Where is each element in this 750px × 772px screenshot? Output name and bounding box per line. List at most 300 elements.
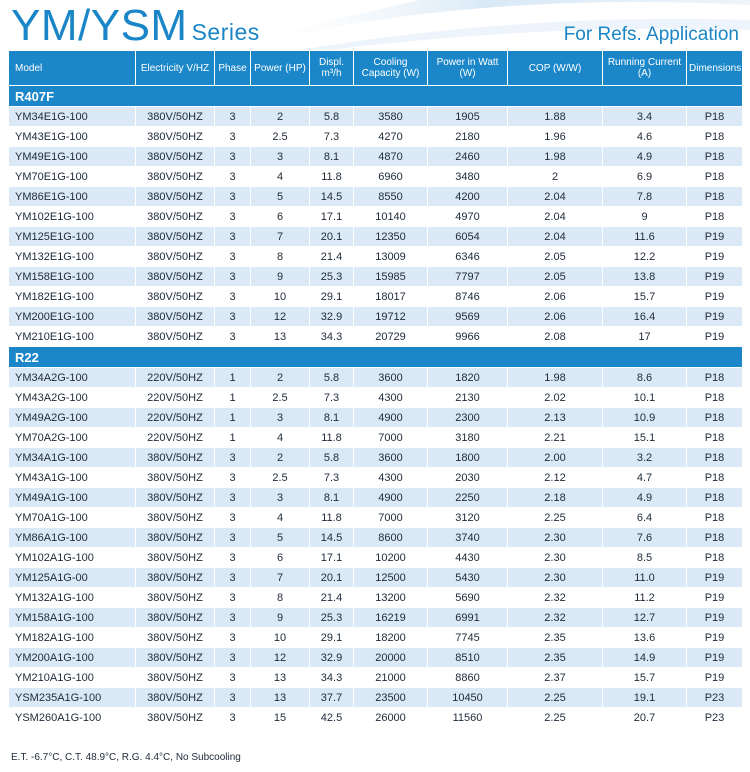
table-cell: P18: [686, 427, 742, 447]
table-cell: 8.5: [602, 547, 686, 567]
table-cell: 380V/50HZ: [135, 146, 214, 166]
table-cell: 32.9: [309, 306, 353, 326]
table-cell: 1800: [427, 447, 507, 467]
table-cell: 9: [250, 266, 309, 286]
table-cell: 21.4: [309, 246, 353, 266]
table-cell: 1.98: [507, 146, 602, 166]
model-cell: YM86A1G-100: [9, 527, 135, 547]
model-cell: YM102E1G-100: [9, 206, 135, 226]
model-cell: YM43A2G-100: [9, 387, 135, 407]
table-cell: 380V/50HZ: [135, 246, 214, 266]
table-cell: 29.1: [309, 627, 353, 647]
model-cell: YM132E1G-100: [9, 246, 135, 266]
table-cell: 4.9: [602, 146, 686, 166]
table-cell: P18: [686, 166, 742, 186]
table-cell: 2.35: [507, 627, 602, 647]
table-row: [9, 206, 742, 226]
table-cell: P19: [686, 266, 742, 286]
table-cell: 12350: [353, 226, 427, 246]
table-cell: P18: [686, 387, 742, 407]
table-cell: P18: [686, 186, 742, 206]
table-cell: 6960: [353, 166, 427, 186]
table-cell: 2.06: [507, 306, 602, 326]
table-cell: 34.3: [309, 326, 353, 346]
table-cell: 2.30: [507, 527, 602, 547]
refrigerant-group-row: [9, 346, 742, 367]
table-cell: 4: [250, 166, 309, 186]
table-cell: 2.32: [507, 587, 602, 607]
table-cell: 3: [214, 126, 250, 146]
table-row: [9, 567, 742, 587]
table-cell: 18200: [353, 627, 427, 647]
table-cell: 2: [250, 106, 309, 126]
table-row: [9, 527, 742, 547]
table-cell: 4.9: [602, 487, 686, 507]
table-cell: 7000: [353, 427, 427, 447]
model-cell: YM200A1G-100: [9, 647, 135, 667]
table-cell: 4300: [353, 467, 427, 487]
table-cell: 3: [250, 146, 309, 166]
table-cell: 20.1: [309, 226, 353, 246]
table-cell: 2300: [427, 407, 507, 427]
table-cell: 10450: [427, 687, 507, 707]
table-cell: 380V/50HZ: [135, 547, 214, 567]
table-cell: 16.4: [602, 306, 686, 326]
table-cell: 380V/50HZ: [135, 106, 214, 126]
table-cell: 380V/50HZ: [135, 507, 214, 527]
table-cell: 3: [214, 647, 250, 667]
table-cell: 2.00: [507, 447, 602, 467]
table-cell: 380V/50HZ: [135, 447, 214, 467]
table-cell: 2.25: [507, 707, 602, 727]
table-cell: P18: [686, 507, 742, 527]
table-cell: 380V/50HZ: [135, 306, 214, 326]
table-cell: 4970: [427, 206, 507, 226]
table-cell: 6: [250, 547, 309, 567]
table-row: [9, 126, 742, 146]
table-cell: 15985: [353, 266, 427, 286]
table-cell: 1: [214, 367, 250, 387]
page-title: [11, 2, 260, 56]
table-cell: 3: [214, 547, 250, 567]
table-cell: 3: [250, 407, 309, 427]
table-row: [9, 707, 742, 727]
table-cell: 10: [250, 627, 309, 647]
table-cell: 21000: [353, 667, 427, 687]
table-row: [9, 587, 742, 607]
table-cell: 3: [214, 106, 250, 126]
table-cell: 3.2: [602, 447, 686, 467]
table-cell: 3: [214, 487, 250, 507]
table-cell: 34.3: [309, 667, 353, 687]
table-cell: 380V/50HZ: [135, 527, 214, 547]
col-header: Power (HP): [250, 51, 309, 85]
table-cell: 2.04: [507, 206, 602, 226]
table-row: [9, 467, 742, 487]
table-cell: 4200: [427, 186, 507, 206]
table-cell: 6991: [427, 607, 507, 627]
table-cell: 7000: [353, 507, 427, 527]
table-cell: 11560: [427, 707, 507, 727]
table-cell: 4900: [353, 487, 427, 507]
table-cell: 21.4: [309, 587, 353, 607]
table-row: [9, 367, 742, 387]
table-row: [9, 146, 742, 166]
model-cell: YM70A1G-100: [9, 507, 135, 527]
table-cell: 32.9: [309, 647, 353, 667]
model-cell: YSM260A1G-100: [9, 707, 135, 727]
table-cell: 2.25: [507, 507, 602, 527]
table-cell: 2.21: [507, 427, 602, 447]
model-cell: YM86E1G-100: [9, 186, 135, 206]
table-cell: 380V/50HZ: [135, 467, 214, 487]
table-cell: 4270: [353, 126, 427, 146]
table-cell: 4: [250, 507, 309, 527]
table-cell: 380V/50HZ: [135, 166, 214, 186]
table-cell: 15.1: [602, 427, 686, 447]
table-cell: 23500: [353, 687, 427, 707]
table-row: [9, 226, 742, 246]
table-cell: 15.7: [602, 667, 686, 687]
table-cell: P18: [686, 467, 742, 487]
table-cell: 7.3: [309, 467, 353, 487]
table-cell: 3: [214, 166, 250, 186]
table-cell: 3: [214, 226, 250, 246]
table-cell: 3: [214, 667, 250, 687]
table-cell: 8.1: [309, 487, 353, 507]
table-cell: 3: [214, 186, 250, 206]
table-cell: 19712: [353, 306, 427, 326]
table-cell: 26000: [353, 707, 427, 727]
table-cell: 11.8: [309, 166, 353, 186]
table-cell: 380V/50HZ: [135, 206, 214, 226]
header: [0, 0, 750, 50]
table-cell: 25.3: [309, 607, 353, 627]
table-header-row: [9, 51, 742, 85]
table-cell: 380V/50HZ: [135, 126, 214, 146]
table-cell: 2.04: [507, 226, 602, 246]
table-row: [9, 627, 742, 647]
table-row: [9, 186, 742, 206]
table-cell: 13200: [353, 587, 427, 607]
table-cell: 3: [250, 487, 309, 507]
table-cell: 11.0: [602, 567, 686, 587]
table-cell: 380V/50HZ: [135, 286, 214, 306]
table-cell: 17.1: [309, 547, 353, 567]
table-row: [9, 266, 742, 286]
table-cell: P18: [686, 527, 742, 547]
col-header: Cooling Capacity (W): [353, 51, 427, 85]
table-cell: 1: [214, 407, 250, 427]
table-cell: P19: [686, 286, 742, 306]
table-cell: 10: [250, 286, 309, 306]
table-cell: 2250: [427, 487, 507, 507]
table-cell: 3: [214, 246, 250, 266]
table-cell: 6: [250, 206, 309, 226]
table-cell: 2.5: [250, 126, 309, 146]
table-row: [9, 407, 742, 427]
table-cell: 3: [214, 326, 250, 346]
table-row: [9, 166, 742, 186]
table-cell: 1: [214, 427, 250, 447]
table-cell: 2.12: [507, 467, 602, 487]
table-cell: 3600: [353, 367, 427, 387]
model-cell: YM158A1G-100: [9, 607, 135, 627]
table-cell: 8: [250, 587, 309, 607]
table-cell: 4: [250, 427, 309, 447]
table-cell: P18: [686, 447, 742, 467]
table-cell: 1.98: [507, 367, 602, 387]
table-cell: 9: [602, 206, 686, 226]
table-row: [9, 667, 742, 687]
table-cell: 12: [250, 647, 309, 667]
table-cell: 2030: [427, 467, 507, 487]
table-cell: P18: [686, 146, 742, 166]
model-cell: YM182E1G-100: [9, 286, 135, 306]
table-cell: P19: [686, 226, 742, 246]
table-cell: 2.05: [507, 246, 602, 266]
table-cell: 4900: [353, 407, 427, 427]
model-cell: YM132A1G-100: [9, 587, 135, 607]
model-cell: YM70A2G-100: [9, 427, 135, 447]
test-conditions-footnote: E.T. -6.7°C, C.T. 48.9°C, R.G. 4.4°C, No Subcooling: [11, 752, 241, 763]
table-cell: P18: [686, 407, 742, 427]
table-cell: 11.6: [602, 226, 686, 246]
table-row: [9, 306, 742, 326]
table-row: [9, 246, 742, 266]
col-header: Model: [9, 51, 135, 85]
refrigerant-group-label: R407F: [9, 85, 742, 106]
model-cell: YM49A1G-100: [9, 487, 135, 507]
table-cell: 3740: [427, 527, 507, 547]
table-cell: 9569: [427, 306, 507, 326]
table-cell: 380V/50HZ: [135, 326, 214, 346]
table-cell: 5.8: [309, 106, 353, 126]
table-cell: 6054: [427, 226, 507, 246]
table-cell: 1905: [427, 106, 507, 126]
table-cell: 1820: [427, 367, 507, 387]
table-cell: 8.1: [309, 407, 353, 427]
table-cell: 1.96: [507, 126, 602, 146]
model-cell: YM34A1G-100: [9, 447, 135, 467]
refrigerant-group-row: [9, 85, 742, 106]
table-cell: 8.6: [602, 367, 686, 387]
model-cell: YM70E1G-100: [9, 166, 135, 186]
table-cell: P19: [686, 647, 742, 667]
table-cell: 18017: [353, 286, 427, 306]
table-cell: 5.8: [309, 367, 353, 387]
table-cell: 2.08: [507, 326, 602, 346]
table-row: [9, 106, 742, 126]
model-cell: YM102A1G-100: [9, 547, 135, 567]
table-cell: 220V/50HZ: [135, 407, 214, 427]
table-cell: 10.1: [602, 387, 686, 407]
table-cell: P19: [686, 607, 742, 627]
table-cell: 3: [214, 467, 250, 487]
table-cell: P19: [686, 306, 742, 326]
model-cell: YM43E1G-100: [9, 126, 135, 146]
table-cell: 2: [507, 166, 602, 186]
table-cell: 20.1: [309, 567, 353, 587]
table-row: [9, 487, 742, 507]
table-cell: P19: [686, 567, 742, 587]
table-cell: 42.5: [309, 707, 353, 727]
table-cell: 3580: [353, 106, 427, 126]
title-series: Series: [191, 19, 260, 45]
table-cell: 380V/50HZ: [135, 266, 214, 286]
table-cell: 2: [250, 367, 309, 387]
table-row: [9, 647, 742, 667]
table-row: [9, 447, 742, 467]
model-cell: YM43A1G-100: [9, 467, 135, 487]
table-cell: 3: [214, 447, 250, 467]
table-cell: 20000: [353, 647, 427, 667]
table-cell: 15.7: [602, 286, 686, 306]
table-cell: 3: [214, 507, 250, 527]
table-cell: P18: [686, 206, 742, 226]
table-cell: 2.5: [250, 387, 309, 407]
table-cell: P18: [686, 106, 742, 126]
title-model-line: YM/YSM: [11, 1, 188, 50]
table-cell: 380V/50HZ: [135, 687, 214, 707]
table-cell: 2.37: [507, 667, 602, 687]
application-label: For Refs. Application: [563, 24, 739, 45]
table-body: [9, 85, 742, 727]
table-cell: 380V/50HZ: [135, 226, 214, 246]
table-cell: 3: [214, 266, 250, 286]
model-cell: YM34E1G-100: [9, 106, 135, 126]
table-cell: 11.8: [309, 427, 353, 447]
table-row: [9, 387, 742, 407]
table-cell: 7745: [427, 627, 507, 647]
table-cell: 6.4: [602, 507, 686, 527]
table-cell: 5: [250, 527, 309, 547]
table-cell: 13.6: [602, 627, 686, 647]
table-cell: 2.04: [507, 186, 602, 206]
table-cell: 8550: [353, 186, 427, 206]
table-cell: P19: [686, 667, 742, 687]
table-cell: 3: [214, 146, 250, 166]
model-cell: YM158E1G-100: [9, 266, 135, 286]
col-header: Electricity V/HZ: [135, 51, 214, 85]
table-cell: P18: [686, 547, 742, 567]
table-cell: 5430: [427, 567, 507, 587]
table-cell: 13009: [353, 246, 427, 266]
model-cell: YSM235A1G-100: [9, 687, 135, 707]
table-cell: 3: [214, 567, 250, 587]
table-cell: 13.8: [602, 266, 686, 286]
table-cell: 2.06: [507, 286, 602, 306]
table-cell: 2.35: [507, 647, 602, 667]
table-cell: P18: [686, 367, 742, 387]
table-cell: 1: [214, 387, 250, 407]
table-cell: 380V/50HZ: [135, 627, 214, 647]
table-cell: 17.1: [309, 206, 353, 226]
table-cell: 3: [214, 607, 250, 627]
model-cell: YM49E1G-100: [9, 146, 135, 166]
table-cell: 13: [250, 326, 309, 346]
table-cell: 2460: [427, 146, 507, 166]
table-cell: 8: [250, 246, 309, 266]
table-cell: 20.7: [602, 707, 686, 727]
table-cell: 13: [250, 687, 309, 707]
table-cell: 4300: [353, 387, 427, 407]
table-cell: 5.8: [309, 447, 353, 467]
table-cell: 2.30: [507, 567, 602, 587]
table-cell: 220V/50HZ: [135, 387, 214, 407]
table-cell: 6.9: [602, 166, 686, 186]
table-cell: 7.6: [602, 527, 686, 547]
col-header: Dimensions: [686, 51, 742, 85]
table-cell: 4.6: [602, 126, 686, 146]
table-cell: 14.9: [602, 647, 686, 667]
table-cell: 1.88: [507, 106, 602, 126]
table-cell: 380V/50HZ: [135, 186, 214, 206]
table-cell: 8600: [353, 527, 427, 547]
table-cell: 2.5: [250, 467, 309, 487]
table-cell: 10140: [353, 206, 427, 226]
table-cell: 3.4: [602, 106, 686, 126]
table-cell: 2.02: [507, 387, 602, 407]
table-cell: 7.3: [309, 126, 353, 146]
table-cell: 3: [214, 306, 250, 326]
table-cell: 2180: [427, 126, 507, 146]
table-cell: 8510: [427, 647, 507, 667]
table-cell: 2.05: [507, 266, 602, 286]
model-cell: YM49A2G-100: [9, 407, 135, 427]
model-cell: YM125E1G-100: [9, 226, 135, 246]
table-row: [9, 607, 742, 627]
col-header: COP (W/W): [507, 51, 602, 85]
table-cell: 11.8: [309, 507, 353, 527]
table-cell: 380V/50HZ: [135, 587, 214, 607]
table-cell: 3: [214, 627, 250, 647]
table-cell: 380V/50HZ: [135, 667, 214, 687]
table-cell: 5690: [427, 587, 507, 607]
table-cell: 2.32: [507, 607, 602, 627]
table-cell: 7.8: [602, 186, 686, 206]
table-cell: P19: [686, 587, 742, 607]
table-cell: 29.1: [309, 286, 353, 306]
model-cell: YM210A1G-100: [9, 667, 135, 687]
table-cell: 2: [250, 447, 309, 467]
col-header: Power in Watt (W): [427, 51, 507, 85]
table-cell: 4.7: [602, 467, 686, 487]
spec-table: [9, 51, 742, 727]
table-cell: 3: [214, 707, 250, 727]
table-cell: 12.7: [602, 607, 686, 627]
table-cell: 220V/50HZ: [135, 367, 214, 387]
table-cell: 7797: [427, 266, 507, 286]
model-cell: YM210E1G-100: [9, 326, 135, 346]
table-cell: 17: [602, 326, 686, 346]
table-row: [9, 507, 742, 527]
table-cell: 380V/50HZ: [135, 607, 214, 627]
table-cell: P19: [686, 326, 742, 346]
table-cell: 7.3: [309, 387, 353, 407]
table-cell: 3: [214, 206, 250, 226]
table-row: [9, 547, 742, 567]
table-cell: 7: [250, 226, 309, 246]
table-cell: 10.9: [602, 407, 686, 427]
table-cell: 5: [250, 186, 309, 206]
table-cell: 6346: [427, 246, 507, 266]
model-cell: YM125A1G-00: [9, 567, 135, 587]
table-cell: 8746: [427, 286, 507, 306]
table-row: [9, 326, 742, 346]
table-cell: 380V/50HZ: [135, 707, 214, 727]
table-row: [9, 687, 742, 707]
